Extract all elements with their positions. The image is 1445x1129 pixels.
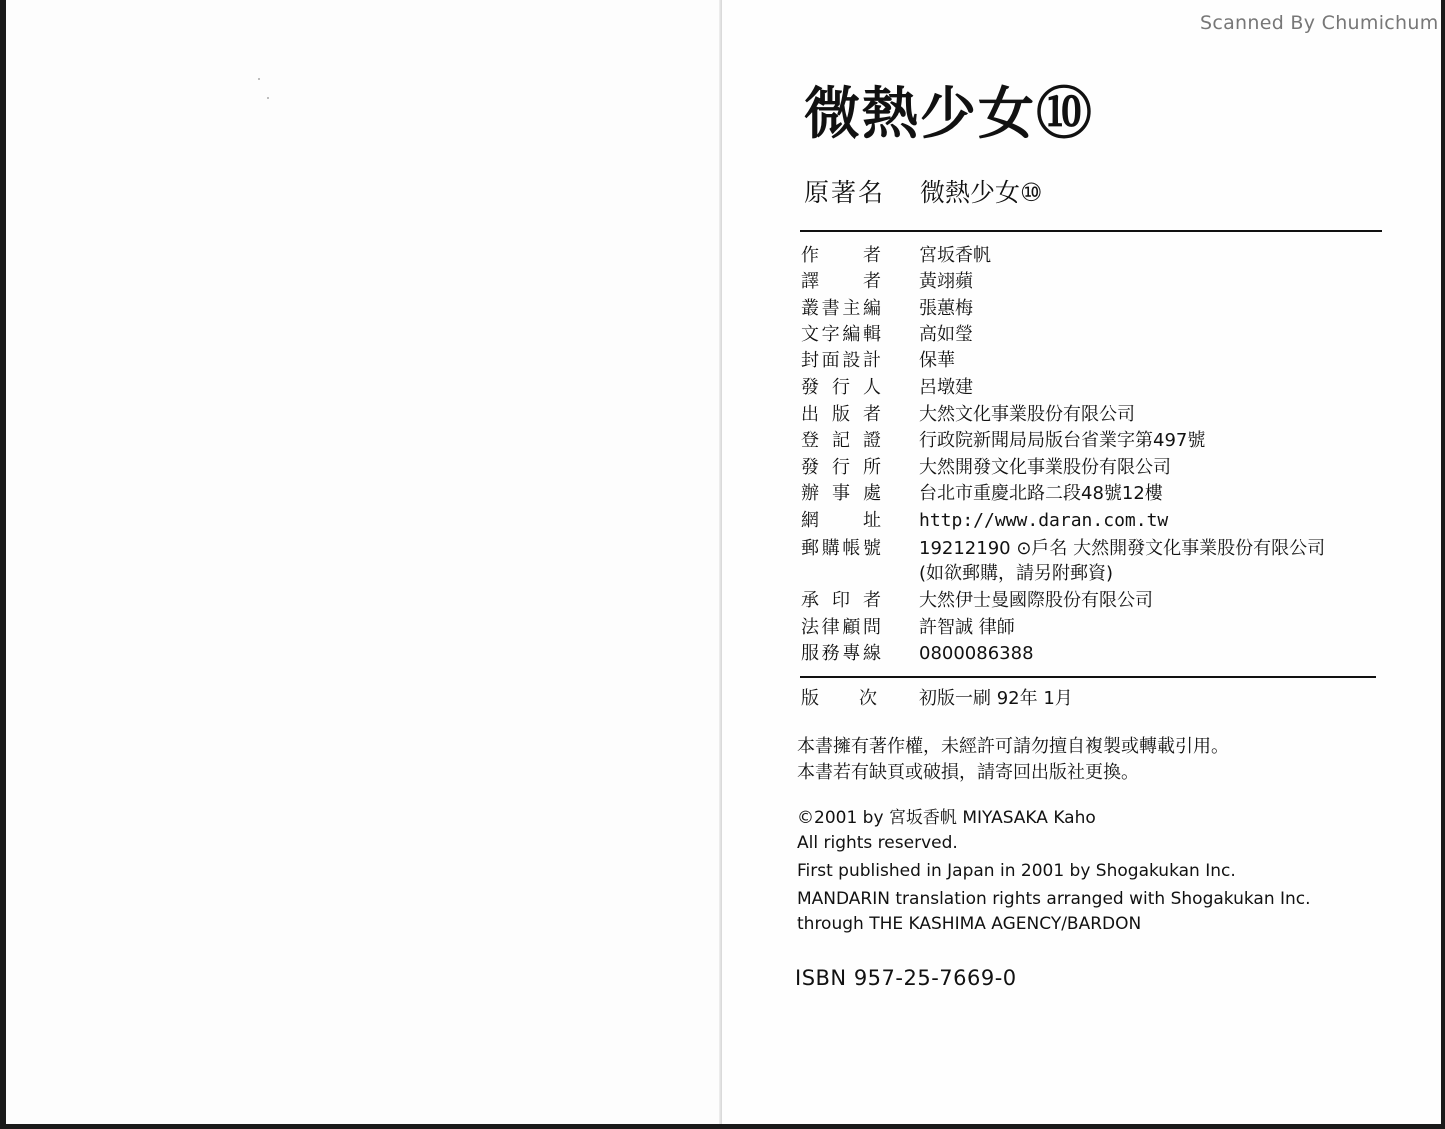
- blank-left-page: [0, 0, 722, 1129]
- credit-key: 叢書主編: [801, 298, 881, 319]
- credit-key: 作者: [801, 245, 881, 266]
- credit-value: 大然文化事業股份有限公司: [919, 404, 1135, 425]
- credit-value: 呂墩建: [919, 377, 973, 398]
- credit-value: 大然伊士曼國際股份有限公司: [919, 590, 1153, 611]
- edition-key: 版次: [801, 688, 877, 709]
- website-link[interactable]: http://www.daran.com.tw: [919, 510, 1169, 531]
- credit-key: 發行人: [801, 377, 881, 398]
- scan-edge-left: [0, 0, 6, 1129]
- rights-line: First published in Japan in 2001 by Shogakukan Inc.: [797, 861, 1236, 881]
- copyright-line: ©2001 by 宮坂香帆 MIYASAKA Kaho: [797, 808, 1096, 828]
- credit-value: 黃翊蘋: [919, 271, 973, 292]
- credit-value: 台北市重慶北路二段48號12樓: [919, 483, 1163, 504]
- credit-key: 承印者: [801, 590, 881, 611]
- credit-key: 出版者: [801, 404, 881, 425]
- credit-value: 許智誠 律師: [919, 617, 1015, 638]
- rights-line: MANDARIN translation rights arranged with Shogakukan Inc.: [797, 889, 1311, 909]
- credit-key: 文字編輯: [801, 324, 881, 345]
- credit-key: 法律顧問: [801, 617, 881, 638]
- credit-value: 張蕙梅: [919, 298, 973, 319]
- original-title-row: [804, 173, 1042, 209]
- credit-key: 服務專線: [801, 643, 881, 664]
- credit-value: 高如瑩: [919, 324, 973, 345]
- divider-rule: [800, 676, 1376, 678]
- rights-line: through THE KASHIMA AGENCY/BARDON: [797, 914, 1142, 934]
- edition-value: 初版一刷 92年 1月: [919, 688, 1073, 709]
- credit-value: 宮坂香帆: [919, 245, 991, 266]
- credit-value: 大然開發文化事業股份有限公司: [919, 457, 1171, 478]
- credit-value: (如欲郵購，請另附郵資): [919, 563, 1114, 584]
- credit-key: 登記證: [801, 430, 881, 451]
- credit-value: 0800086388: [919, 643, 1034, 664]
- scan-edge-bottom: [0, 1124, 1445, 1129]
- credit-key: 譯者: [801, 271, 881, 292]
- credit-value: 行政院新聞局局版台省業字第497號: [919, 430, 1206, 451]
- rights-line: All rights reserved.: [797, 833, 958, 853]
- original-title-label: 原著名: [804, 178, 886, 207]
- credit-key: 網址: [801, 510, 881, 531]
- credit-key: 發行所: [801, 457, 881, 478]
- scan-credit: Scanned By Chumichum: [1200, 12, 1439, 34]
- copyright-notice: 本書若有缺頁或破損，請寄回出版社更換。: [797, 762, 1139, 783]
- scan-speck: [258, 78, 260, 80]
- divider-rule: [800, 230, 1382, 232]
- scan-edge-right: [1441, 0, 1445, 1129]
- credit-key: 辦事處: [801, 483, 881, 504]
- credit-key: 郵購帳號: [801, 538, 881, 559]
- original-title-value: 微熱少女⑩: [920, 178, 1043, 207]
- book-title: 微熱少女⑩: [804, 81, 1094, 147]
- credit-key: 封面設計: [801, 350, 881, 371]
- isbn: ISBN 957-25-7669-0: [795, 966, 1017, 990]
- credit-value: 保華: [919, 350, 955, 371]
- copyright-notice: 本書擁有著作權，未經許可請勿擅自複製或轉載引用。: [797, 736, 1229, 757]
- credit-value: 19212190 ⊙戶名 大然開發文化事業股份有限公司: [919, 538, 1326, 559]
- scan-speck: [267, 97, 269, 99]
